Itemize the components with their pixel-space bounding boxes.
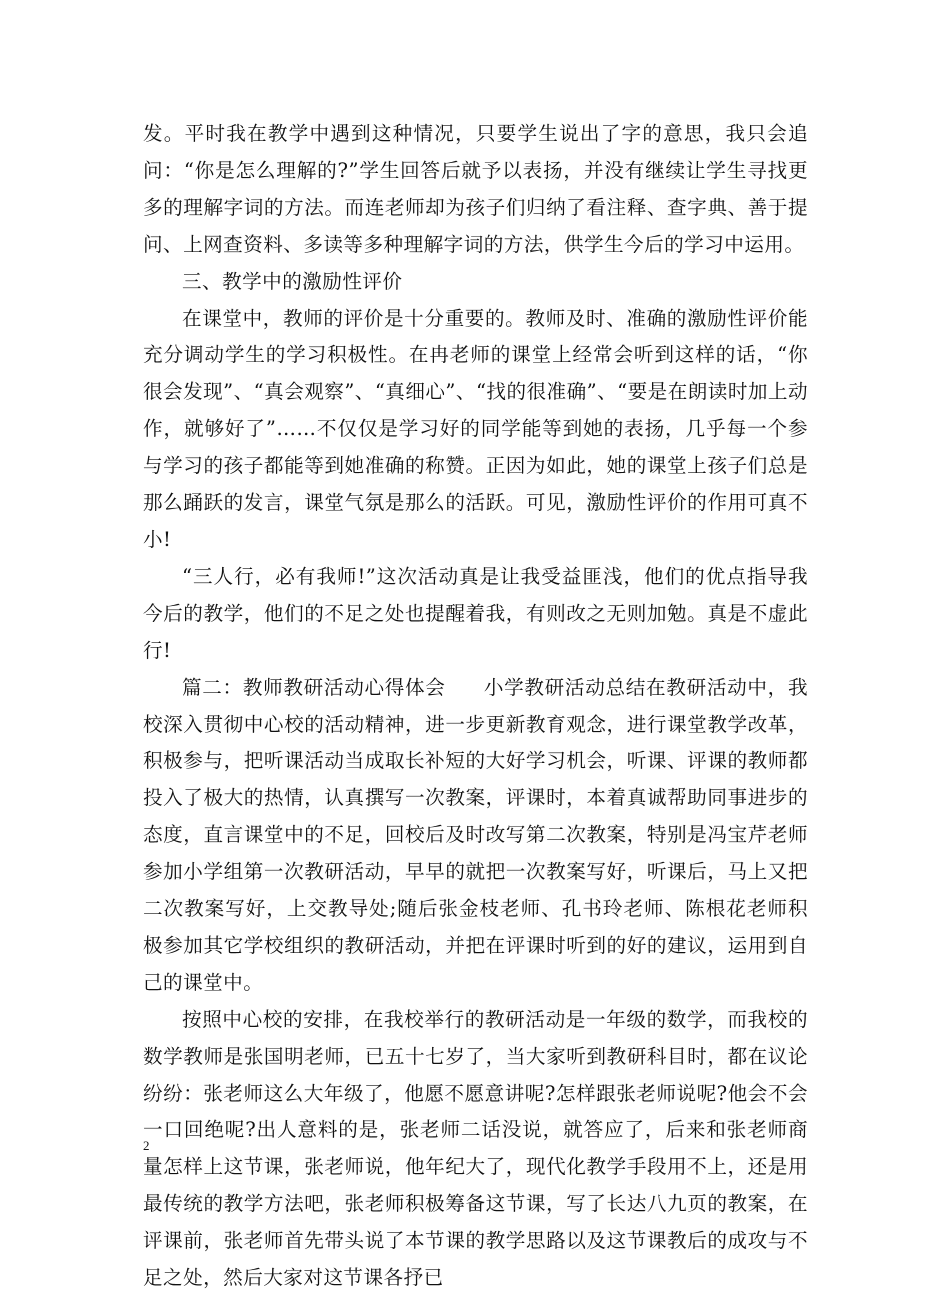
article-two-heading: 篇二：教师教研活动心得体会 [182,675,446,699]
section-heading: 三、教学中的激励性评价 [182,269,403,293]
paragraph-article-two [143,670,808,1002]
article-two-text: 小学教研活动总结在教研活动中，我校深入贯彻中心校的活动精神，进一步更新教育观念，进行课堂教学改革，积极参与，把听课活动当成取长补短的大好学习机会，听课、评课的教师都投入了极大的热情，认真撰写一次教案，评课时，本着真诚帮助同事进步的态度，直言课堂中的不足，回校后及时改写第二次教案，特别是冯宝芹老师参加小学组第一次教研活动，早早的就把一次教案写好，听课后，马上又把二次教案写好，上交教导处;随后张金枝老师、孔书玲老师、陈根花老师积极参加其它学校组织的教研活动，并把在评课时听到的好的建议，运用到自己的课堂中。 [143,675,809,994]
paragraph-evaluation: 在课堂中，教师的评价是十分重要的。教师及时、准确的激励性评价能充分调动学生的学习积极性。在冉老师的课堂上经常会听到这样的话，“你很会发现”、“真会观察”、“真细心”、“找的很准确”、“要是在朗读时加上动作，就够好了”……不仅仅是学习好的同学能等到她的表扬，几乎每一个参与学习的孩子都能等到她准确的称赞。正因为如此，她的课堂上孩子们总是那么踊跃的发言，课堂气氛是那么的活跃。可见，激励性评价的作用可真不小! [143,306,809,551]
paragraph-conclusion: “三人行，必有我师!”这次活动真是让我受益匪浅，他们的优点指导我今后的教学，他们的不足之处也提醒着我，有则改之无则加勉。真是不虚此行! [143,564,808,662]
paragraph-arrangement: 按照中心校的安排，在我校举行的教研活动是一年级的数学，而我校的数学教师是张国明老师，已五十七岁了，当大家听到教研科目时，都在议论纷纷：张老师这么大年级了，他愿不愿意讲呢?怎样跟张老师说呢?他会不会一口回绝呢?出人意料的是，张老师二话没说，就答应了，后来和张老师商量怎样上这节课，张老师说，他年纪大了，现代化教学手段用不上，还是用最传统的教学方法吧，张老师积极筹备这节课，写了长达八九页的教案，在评课前，张老师首先带头说了本节课的教学思路以及这节课教后的成攻与不足之处，然后大家对这节课各抒已 [143,1007,808,1290]
paragraph-continuation: 发。平时我在教学中遇到这种情况，只要学生说出了字的意思，我只会追问：“你是怎么理解的?”学生回答后就予以表扬，并没有继续让学生寻找更多的理解字词的方法。而连老师却为孩子们归纳了看注释、查字典、善于提问、上网查资料、多读等多种理解字词的方法，供学生今后的学习中运用。 [143,122,808,256]
page-number: 2 [143,1138,150,1153]
body-text [143,116,808,1297]
